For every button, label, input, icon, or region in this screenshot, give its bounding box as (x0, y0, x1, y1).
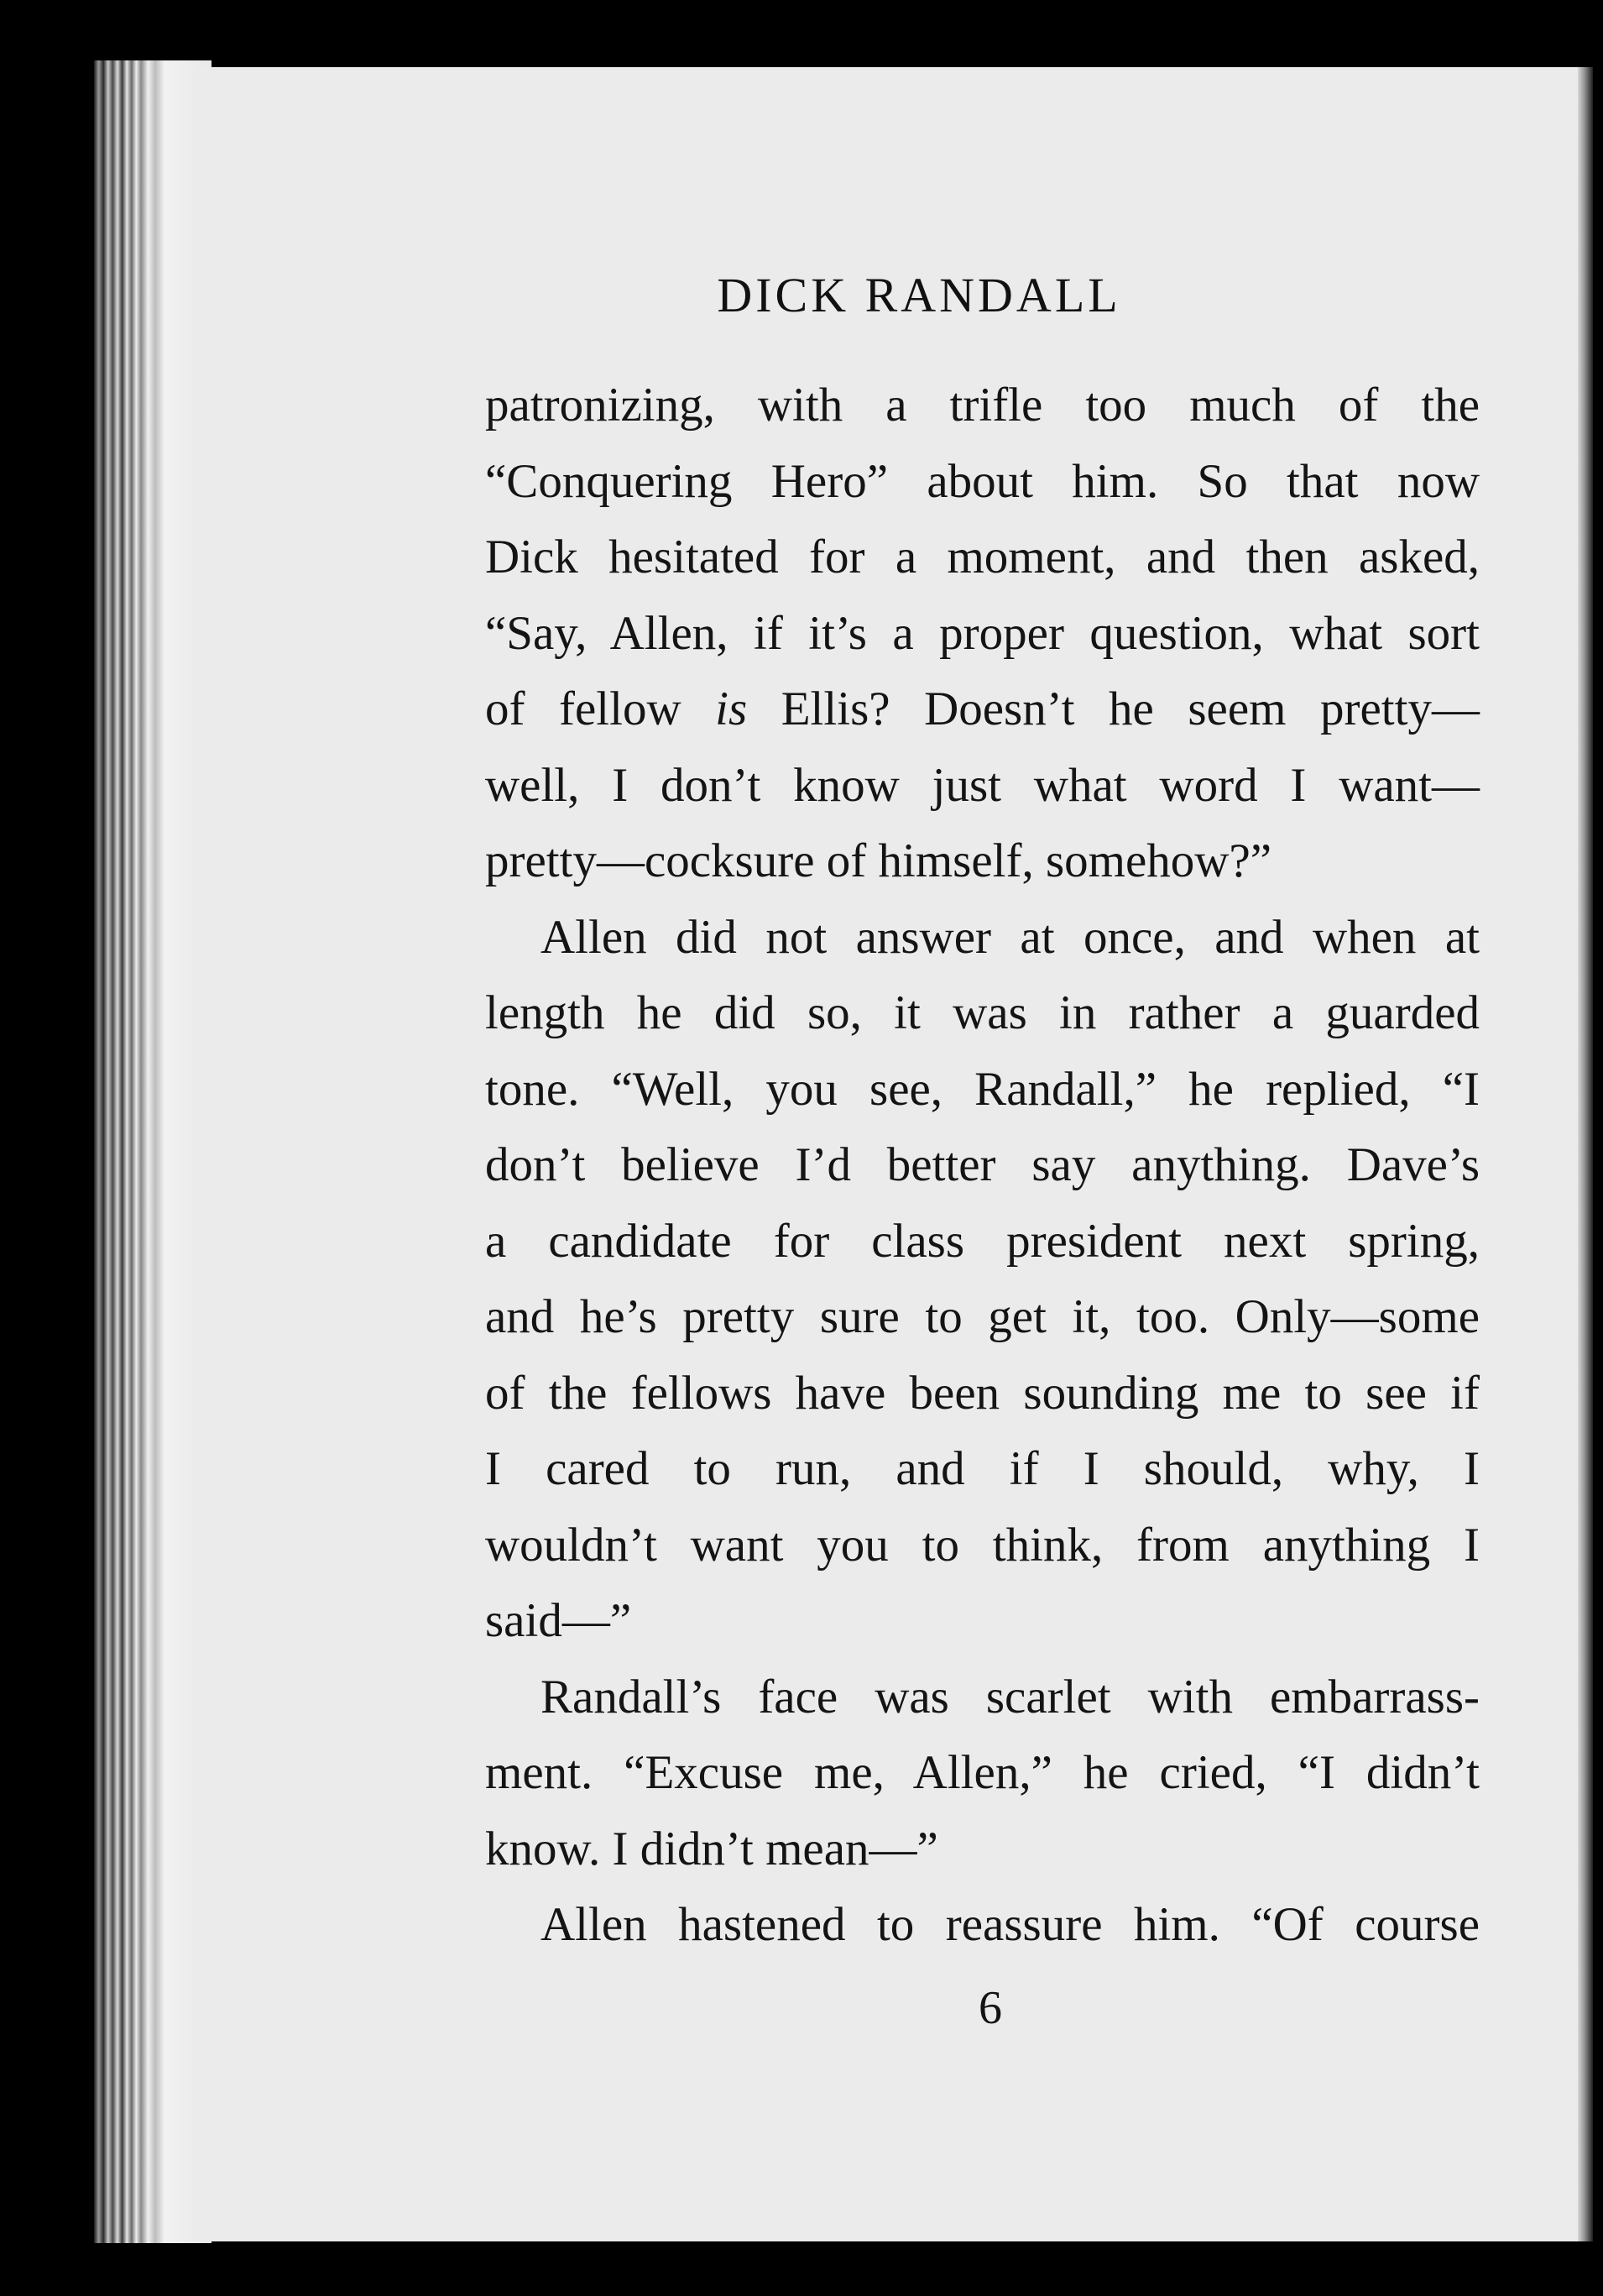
page-right-edge (1578, 67, 1593, 2241)
text-line: Allen did not answer at once, and when at (540, 910, 1480, 964)
text-line: pretty—cocksure of himself, somehow?” (485, 834, 1272, 887)
text-line: I cared to run, and if I should, why, I (485, 1442, 1480, 1495)
text-line: of the fellows have been sounding me to see if (485, 1366, 1480, 1420)
text-line: Allen hastened to reassure him. “Of course (540, 1898, 1480, 1951)
text-line: tone. “Well, you see, Randall,” he replied, “I (485, 1062, 1480, 1116)
text-line: length he did so, it was in rather a guarded (485, 986, 1480, 1039)
text-line: wouldn’t want you to think, from anything I (485, 1518, 1480, 1572)
text-line: well, I don’t know just what word I want— (485, 758, 1480, 812)
text-line: Randall’s face was scarlet with embarrass- (540, 1670, 1480, 1723)
text-line: don’t believe I’d better say anything. Dave’s (485, 1138, 1480, 1191)
text-line: know. I didn’t mean—” (485, 1822, 938, 1875)
text-line: a candidate for class president next spring, (485, 1214, 1480, 1268)
text-line: Dick hesitated for a moment, and then asked, (485, 531, 1480, 583)
text-line: ment. “Excuse me, Allen,” he cried, “I didn’t (485, 1746, 1480, 1799)
text-line: patronizing, with a trifle too much of the (485, 379, 1480, 431)
page-number: 6 (979, 1982, 1002, 2034)
text-line: of fellow is Ellis? Doesn’t he seem pretty— (485, 683, 1480, 735)
body-text (485, 368, 1480, 1964)
text-line: and he’s pretty sure to get it, too. Only—some (485, 1290, 1480, 1343)
text-line: said—” (485, 1594, 632, 1647)
text-line: “Say, Allen, if it’s a proper question, what sort (485, 606, 1480, 660)
text-line: “Conquering Hero” about him. So that now (485, 454, 1480, 508)
running-head: DICK RANDALL (717, 268, 1121, 322)
